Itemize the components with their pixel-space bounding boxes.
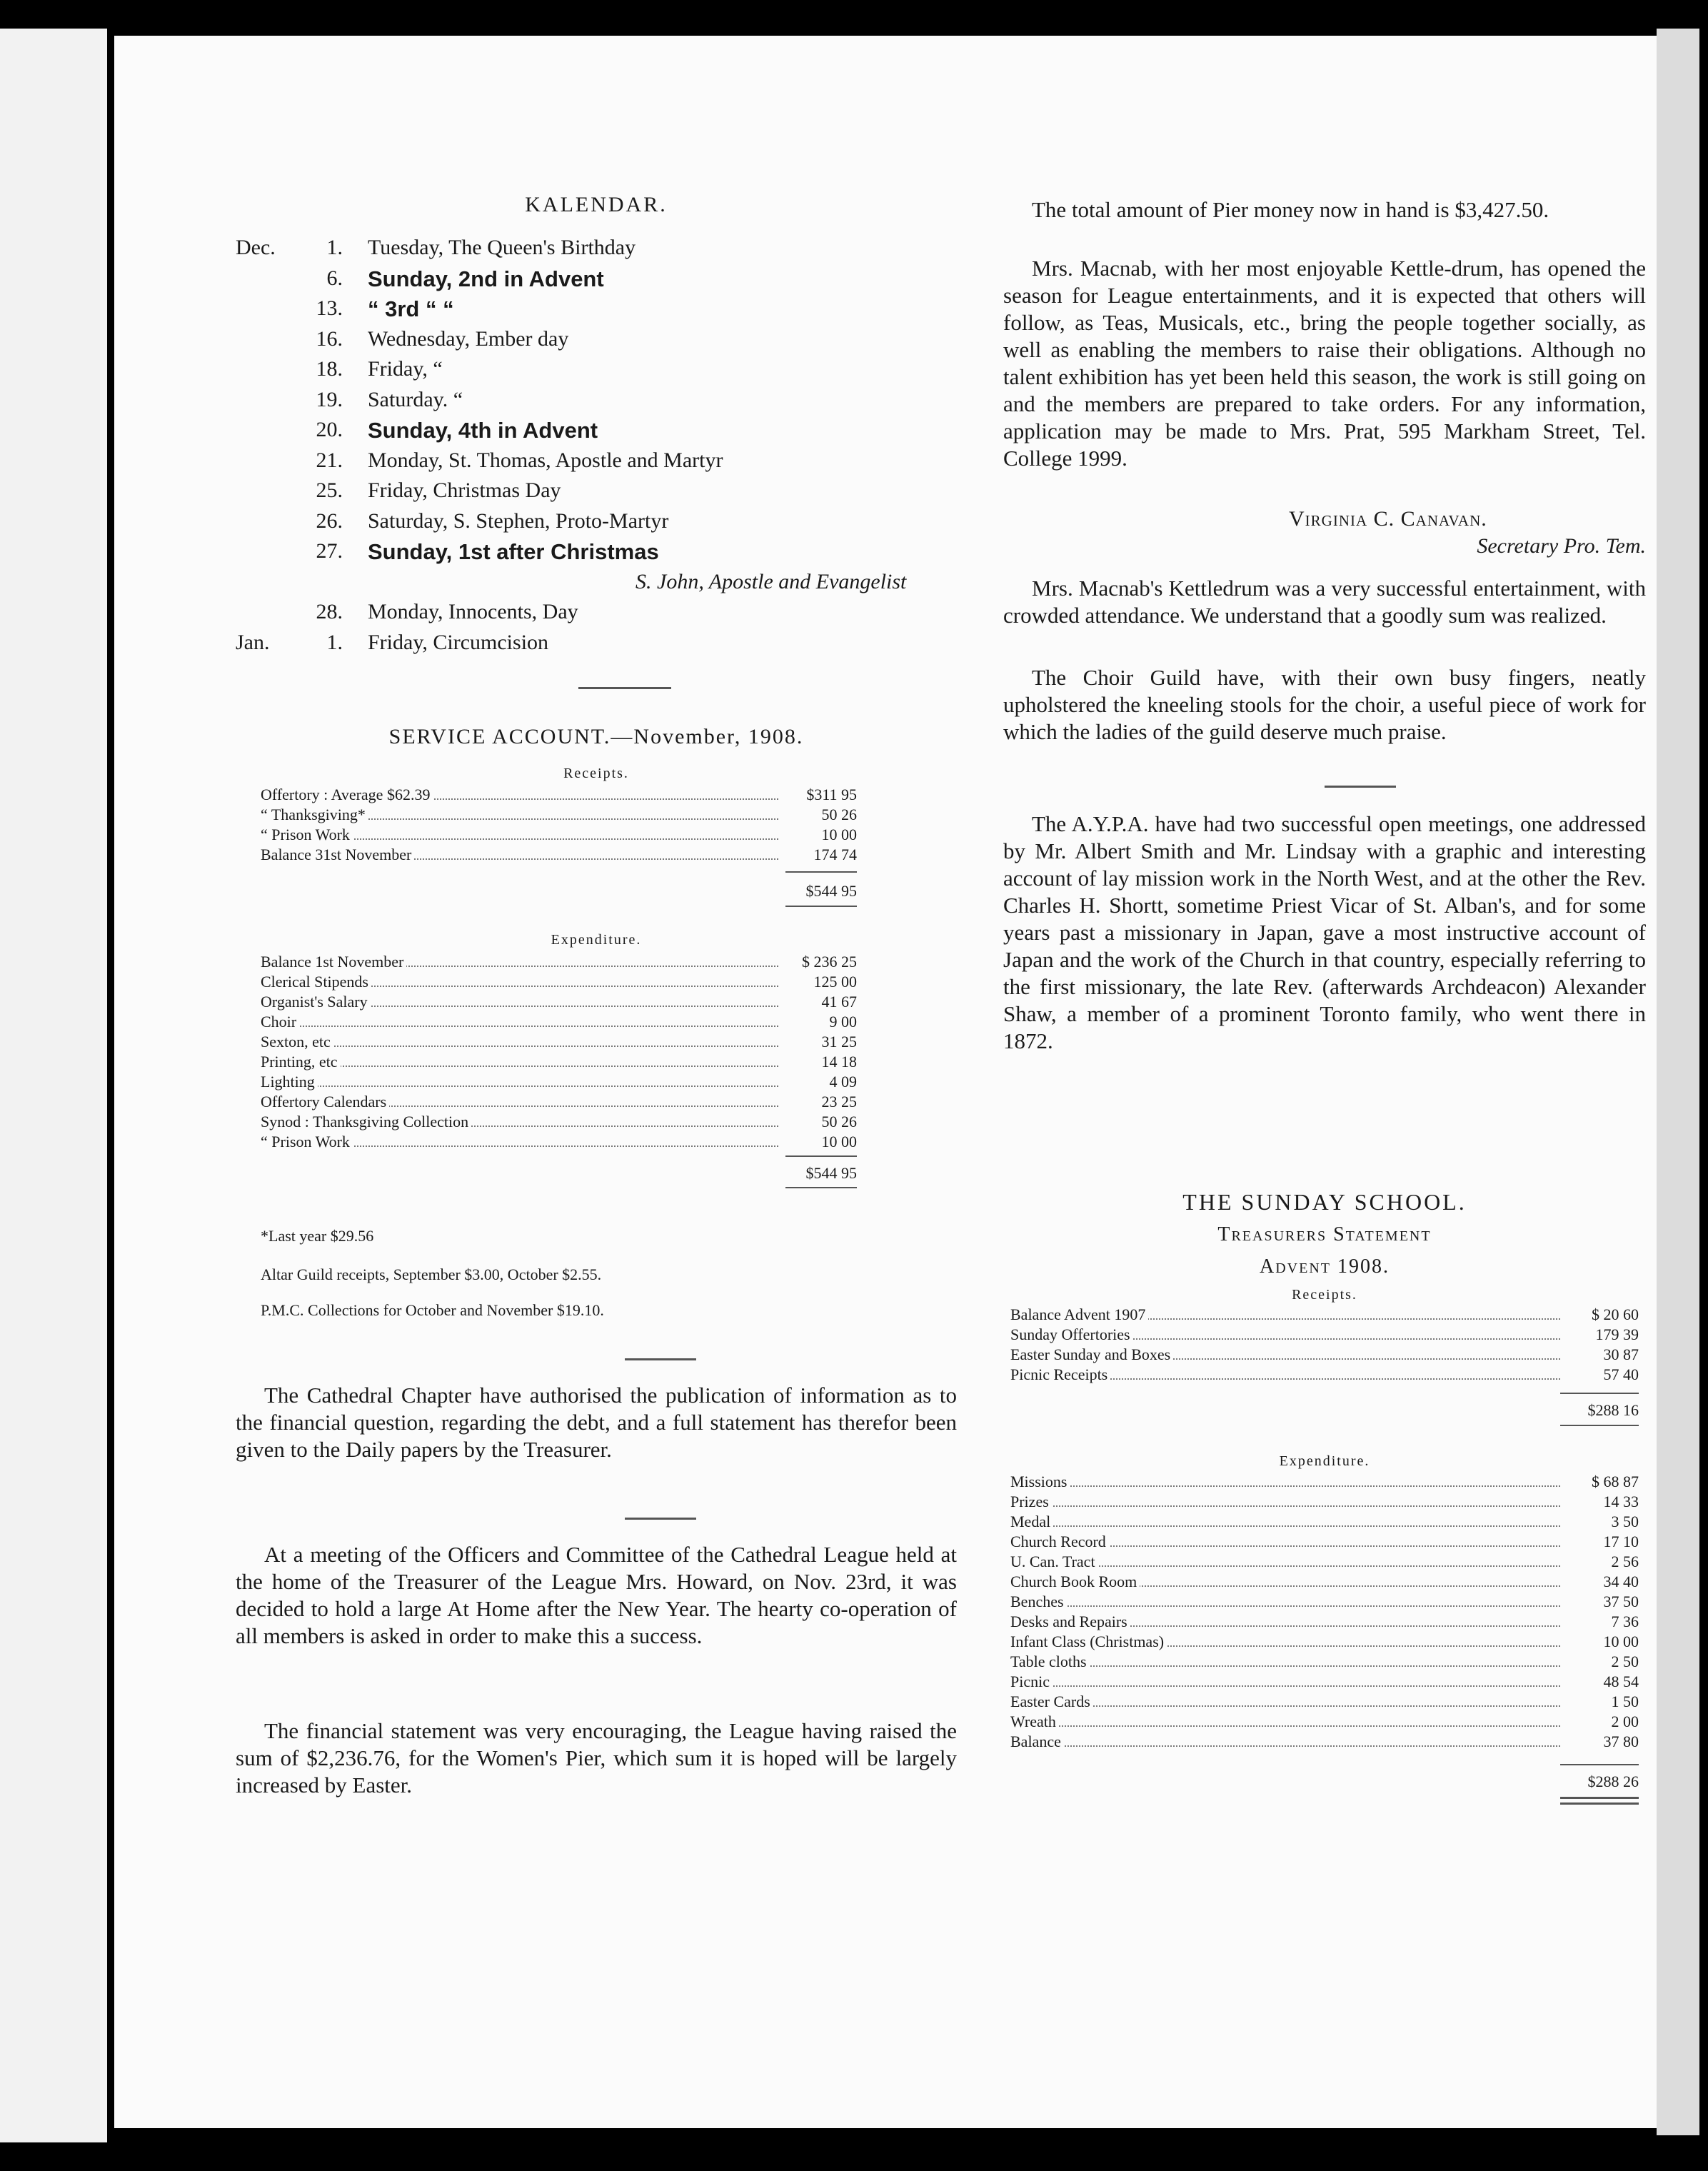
account-row: [1010, 1633, 1639, 1653]
account-amount: 41 67: [778, 993, 857, 1011]
account-label: Prizes: [1010, 1493, 1052, 1511]
chapter-paragraph: The Cathedral Chapter have authorised the publication of information as to the financial question, regarding the debt, and a full statement has therefor been given to the Daily papers by the Treasurer.: [236, 1383, 957, 1462]
left-page-gutter: [0, 29, 107, 2142]
account-label: U. Can. Tract: [1010, 1553, 1098, 1571]
leader-dots: [1010, 1685, 1560, 1687]
account-amount: $311 95: [778, 786, 857, 804]
kalendar-day: 26.: [316, 508, 343, 533]
account-row: [1010, 1305, 1639, 1325]
account-row: [261, 826, 857, 846]
sunday-school-title: THE SUNDAY SCHOOL.: [1182, 1189, 1467, 1215]
signature-title: Secretary Pro. Tem.: [1477, 534, 1646, 558]
account-row: [1010, 1593, 1639, 1613]
service-note: P.M.C. Collections for October and November $19.10.: [261, 1301, 604, 1319]
ss-expenditure-table: [1010, 1473, 1639, 1753]
account-label: Picnic Receipts: [1010, 1365, 1110, 1384]
account-amount: 10 00: [778, 1133, 857, 1151]
kalendar-event: Friday, Circumcision: [368, 630, 549, 654]
account-row: [261, 1093, 857, 1113]
right-page-edge: [1657, 29, 1699, 2135]
kalendar-day: 18.: [316, 357, 343, 381]
leader-dots: [1010, 1525, 1560, 1527]
account-amount: 31 25: [778, 1033, 857, 1051]
account-amount: 37 50: [1560, 1593, 1639, 1611]
account-row: [1010, 1653, 1639, 1673]
kalendar-day: 13.: [316, 296, 343, 320]
kalendar-event: Saturday, S. Stephen, Proto-Martyr: [368, 508, 669, 533]
account-amount: 179 39: [1560, 1325, 1639, 1344]
leader-dots: [1010, 1745, 1560, 1747]
choir-guild-paragraph: The Choir Guild have, with their own busy fingers, neatly upholstered the kneeling stools for the choir, a useful piece of work for which the ladies of the guild deserve much praise.: [1003, 665, 1646, 744]
account-label: Picnic: [1010, 1673, 1053, 1691]
ss-receipts-table: [1010, 1305, 1639, 1385]
leader-dots: [261, 1046, 778, 1047]
account-amount: 37 80: [1560, 1733, 1639, 1751]
divider: [1560, 1393, 1639, 1394]
leader-dots: [1010, 1505, 1560, 1507]
account-amount: 7 36: [1560, 1613, 1639, 1631]
account-label: Printing, etc: [261, 1053, 341, 1071]
leader-dots: [1010, 1485, 1560, 1487]
divider: [1560, 1764, 1639, 1765]
kalendar-event: “ 3rd “ “: [368, 296, 454, 321]
kalendar-day: 1.: [326, 630, 343, 654]
account-label: Infant Class (Christmas): [1010, 1633, 1167, 1651]
account-amount: 174 74: [778, 846, 857, 864]
kettledrum-success-paragraph: Mrs. Macnab's Kettledrum was a very successful entertainment, with crowded attendance. We understand that a goodly sum was realized.: [1003, 576, 1646, 628]
leader-dots: [1010, 1605, 1560, 1607]
divider: [785, 871, 857, 873]
account-row: [261, 1053, 857, 1073]
service-expenditure-total: $544 95: [805, 1164, 857, 1182]
leader-dots: [1010, 1665, 1560, 1667]
kalendar-row: [236, 266, 957, 295]
account-label: “ Thanksgiving*: [261, 806, 368, 824]
service-expenditure-label: Expenditure.: [551, 932, 642, 948]
account-amount: $ 236 25: [778, 953, 857, 971]
account-label: Offertory : Average $62.39: [261, 786, 433, 804]
service-note: Altar Guild receipts, September $3.00, October $2.55.: [261, 1265, 602, 1283]
kettledrum-paragraph: Mrs. Macnab, with her most enjoyable Kettle-drum, has opened the season for League entertainments, and it is expected that others will follow, as Teas, Musicals, etc., bring the people together socially, as well as enabling the members to raise their obligations. Although no talent exhibition has yet been held this season, the work is still going on and the members are prepared to take orders. For any information, application may be made to Mrs. Prat, 595 Markham Street, Tel. College 1999.: [1003, 256, 1646, 471]
account-label: Missions: [1010, 1473, 1070, 1491]
service-expenditure-table: [261, 953, 857, 1153]
account-label: Clerical Stipends: [261, 973, 371, 991]
account-amount: 48 54: [1560, 1673, 1639, 1691]
financial-statement-paragraph: The financial statement was very encouraging, the League having raised the sum of $2,236.76, for the Women's Pier, which sum it is hoped will be largely increased by Easter.: [236, 1718, 957, 1798]
account-label: Balance: [1010, 1733, 1064, 1751]
account-row: [1010, 1613, 1639, 1633]
kalendar-day: 16.: [316, 326, 343, 351]
account-label: Table cloths: [1010, 1653, 1090, 1671]
kalendar-row: [236, 418, 957, 446]
kalendar-day: 27.: [316, 539, 343, 563]
sunday-school-subtitle: Treasurers Statement: [1217, 1223, 1432, 1245]
account-label: “ Prison Work: [261, 826, 353, 844]
account-row: [1010, 1493, 1639, 1513]
kalendar-event: S. John, Apostle and Evangelist: [636, 569, 907, 593]
account-label: Sexton, etc: [261, 1033, 333, 1051]
account-row: [1010, 1573, 1639, 1593]
aypa-paragraph: The A.Y.P.A. have had two successful open meetings, one addressed by Mr. Albert Smith and Mr. Lindsay with a graphic and interesting account of lay mission work in the North West, and at the other the Rev. Charles H. Shortt, sometime Priest Vicar of St. Alban's, and for some years past a missionary in Japan, gave a most instructive account of Japan and the work of the Church in that country, especially referring to the first missionary, the late Rev. (afterwards Archdeacon) Alexander Shaw, a member of a prominent Toronto family, who went there in 1872.: [1003, 811, 1646, 1053]
account-label: Medal: [1010, 1513, 1053, 1531]
kalendar-row: [236, 327, 957, 356]
kalendar-row: [236, 570, 957, 598]
account-row: [261, 1133, 857, 1153]
account-label: “ Prison Work: [261, 1133, 353, 1151]
kalendar-event: Friday, “: [368, 357, 443, 381]
kalendar-day: 28.: [316, 600, 343, 623]
league-meeting-paragraph: At a meeting of the Officers and Committee of the Cathedral League held at the home of the Treasurer of the League Mrs. Howard, on Nov. 23rd, it was decided to hold a large At Home after the New Year. The hearty co-operation of all members is asked in order to make this a success.: [236, 1542, 957, 1648]
pier-money-paragraph: The total amount of Pier money now in hand is $3,427.50.: [1032, 197, 1549, 222]
divider: [1560, 1803, 1639, 1805]
account-row: [1010, 1325, 1639, 1345]
kalendar-day: 21.: [316, 448, 343, 472]
account-row: [261, 806, 857, 826]
kalendar-title: KALENDAR.: [525, 193, 668, 216]
kalendar-event: Sunday, 1st after Christmas: [368, 539, 659, 564]
account-row: [1010, 1733, 1639, 1753]
service-account-title: SERVICE ACCOUNT.—November, 1908.: [388, 725, 804, 748]
account-label: Offertory Calendars: [261, 1093, 389, 1111]
divider: [625, 1518, 696, 1520]
kalendar-row: [236, 448, 957, 477]
divider: [1560, 1425, 1639, 1426]
divider: [785, 906, 857, 907]
kalendar-day: 25.: [316, 478, 343, 502]
divider: [785, 1155, 857, 1157]
account-amount: 9 00: [778, 1013, 857, 1031]
account-label: Easter Sunday and Boxes: [1010, 1345, 1173, 1364]
account-amount: 10 00: [1560, 1633, 1639, 1651]
account-label: Choir: [261, 1013, 299, 1031]
kalendar-day: 1.: [326, 236, 343, 259]
kalendar-day: 20.: [316, 418, 343, 441]
divider: [1560, 1797, 1639, 1799]
kalendar-row: [236, 600, 957, 628]
signature-name: Virginia C. Canavan.: [1289, 507, 1487, 531]
kalendar-event: Sunday, 4th in Advent: [368, 418, 598, 443]
kalendar-row: [236, 296, 957, 325]
account-row: [1010, 1533, 1639, 1553]
account-amount: 4 09: [778, 1073, 857, 1091]
service-receipts-total: $544 95: [805, 882, 857, 900]
kalendar-event: Friday, Christmas Day: [368, 478, 561, 502]
service-note: *Last year $29.56: [261, 1227, 374, 1245]
account-label: Balance Advent 1907: [1010, 1305, 1148, 1324]
account-row: [261, 973, 857, 993]
kalendar-row: [236, 236, 957, 264]
account-amount: 2 56: [1560, 1553, 1639, 1571]
account-label: Synod : Thanksgiving Collection: [261, 1113, 471, 1131]
account-row: [1010, 1693, 1639, 1713]
kalendar-row: [236, 388, 957, 416]
leader-dots: [261, 1086, 778, 1087]
account-label: Balance 1st November: [261, 953, 406, 971]
kalendar-event: Tuesday, The Queen's Birthday: [368, 236, 636, 259]
account-label: Easter Cards: [1010, 1693, 1093, 1711]
account-amount: 125 00: [778, 973, 857, 991]
account-row: [1010, 1345, 1639, 1365]
account-label: Lighting: [261, 1073, 318, 1091]
account-row: [1010, 1553, 1639, 1573]
account-label: Desks and Repairs: [1010, 1613, 1130, 1631]
service-receipts-label: Receipts.: [563, 766, 629, 781]
account-label: Balance 31st November: [261, 846, 414, 864]
ss-expenditure-label: Expenditure.: [1279, 1453, 1370, 1469]
ss-expenditure-total: $288 26: [1587, 1773, 1639, 1790]
account-amount: 23 25: [778, 1093, 857, 1111]
account-label: Organist's Salary: [261, 993, 371, 1011]
account-row: [261, 1113, 857, 1133]
account-row: [1010, 1513, 1639, 1533]
account-label: Church Record: [1010, 1533, 1109, 1551]
account-row: [261, 1073, 857, 1093]
kalendar-event: Monday, St. Thomas, Apostle and Martyr: [368, 448, 723, 472]
kalendar-row: [236, 478, 957, 507]
ss-receipts-label: Receipts.: [1292, 1287, 1357, 1303]
service-receipts-table: [261, 786, 857, 866]
account-amount: 57 40: [1560, 1365, 1639, 1384]
account-row: [1010, 1673, 1639, 1693]
divider: [1325, 786, 1396, 788]
kalendar-row: [236, 509, 957, 538]
account-amount: 30 87: [1560, 1345, 1639, 1364]
account-label: Wreath: [1010, 1713, 1059, 1731]
account-amount: 34 40: [1560, 1573, 1639, 1591]
account-amount: 2 50: [1560, 1653, 1639, 1671]
account-amount: 1 50: [1560, 1693, 1639, 1711]
account-amount: 50 26: [778, 806, 857, 824]
account-row: [261, 993, 857, 1013]
account-row: [261, 1013, 857, 1033]
sunday-school-date: Advent 1908.: [1260, 1255, 1390, 1278]
account-row: [261, 786, 857, 806]
account-label: Benches: [1010, 1593, 1067, 1611]
account-row: [261, 1033, 857, 1053]
leader-dots: [261, 1026, 778, 1027]
account-row: [1010, 1365, 1639, 1385]
account-amount: 17 10: [1560, 1533, 1639, 1551]
account-row: [261, 846, 857, 866]
account-row: [261, 953, 857, 973]
kalendar-row: [236, 539, 957, 568]
kalendar-event: Wednesday, Ember day: [368, 326, 569, 351]
account-amount: $ 68 87: [1560, 1473, 1639, 1491]
kalendar-row: [236, 631, 957, 659]
kalendar-month: Dec.: [236, 236, 276, 259]
kalendar-month: Jan.: [236, 630, 270, 654]
kalendar-event: Saturday. “: [368, 387, 463, 411]
leader-dots: [1010, 1725, 1560, 1727]
account-amount: 2 00: [1560, 1713, 1639, 1731]
ss-receipts-total: $288 16: [1587, 1401, 1639, 1419]
kalendar-day: 6.: [326, 266, 343, 290]
kalendar-row: [236, 357, 957, 386]
account-amount: 10 00: [778, 826, 857, 844]
account-amount: $ 20 60: [1560, 1305, 1639, 1324]
account-amount: 14 18: [778, 1053, 857, 1071]
account-label: Sunday Offertories: [1010, 1325, 1133, 1344]
account-amount: 14 33: [1560, 1493, 1639, 1511]
divider: [785, 1187, 857, 1188]
account-amount: 3 50: [1560, 1513, 1639, 1531]
divider: [625, 1358, 696, 1360]
kalendar-event: Sunday, 2nd in Advent: [368, 266, 604, 291]
kalendar-event: Monday, Innocents, Day: [368, 600, 578, 623]
divider: [578, 687, 671, 689]
account-amount: 50 26: [778, 1113, 857, 1131]
account-row: [1010, 1473, 1639, 1493]
account-row: [1010, 1713, 1639, 1733]
account-label: Church Book Room: [1010, 1573, 1140, 1591]
newsletter-page: [114, 36, 1657, 2128]
kalendar-day: 19.: [316, 387, 343, 411]
